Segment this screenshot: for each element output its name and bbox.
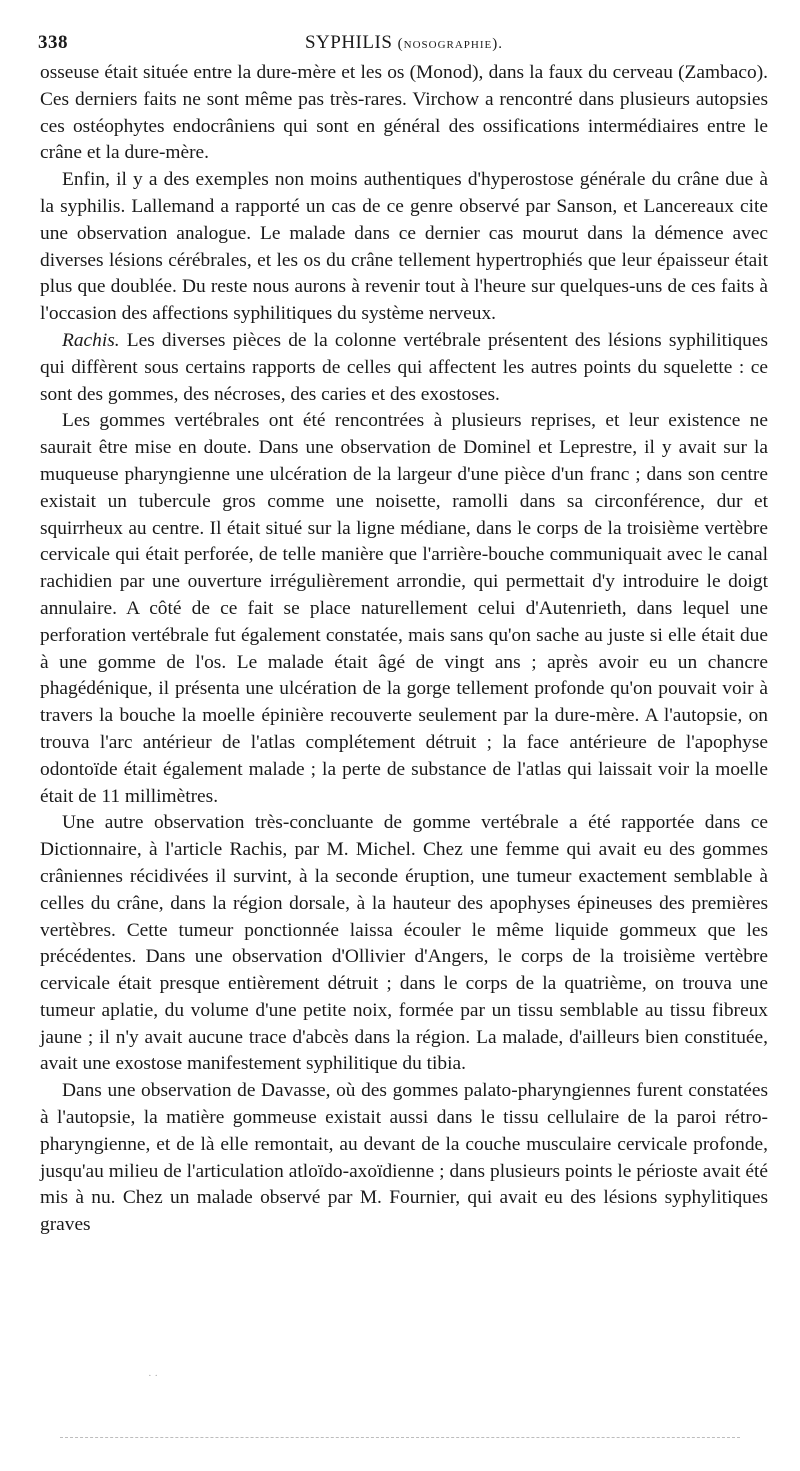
paragraph-text: Enfin, il y a des exemples non moins authentiques d'hyperostose générale du crâne due à la syphilis. Lallemand a rapporté un cas de ce genre observé par Sanson, et Lancereaux cite une observation analogue. Le malade dans ce dernier cas mourut dans la démence avec diverses lésions cérébrales, et les os du crâne tellement hypertrophiés que leur épaisseur était plus que doublée. Du reste nous aurons à revenir tout à l'heure sur quelques-uns de ces faits à l'occasion des affections syphilitiques du système nerveux.	[40, 169, 768, 325]
running-title-main: SYPHILIS	[304, 32, 393, 53]
page-number: 338	[38, 32, 68, 53]
page-header	[40, 26, 768, 60]
paragraph-observation-michel	[40, 810, 768, 1078]
paragraph-text: Une autre observation très-concluante de gomme vertébrale a été rapportée dans ce Dictionnaire, à l'article Rachis, par M. Michel. Chez une femme qui avait eu des gommes crâniennes récidivées il survint, à la seconde éruption, une tumeur exactement semblable à celles du crâne, dans la région dorsale, à la hauteur des apophyses épineuses des premières vertèbres. Cette tumeur ponctionnée laissa écouler le même liquide gommeux que les précédentes. Dans une observation d'Ollivier d'Angers, le corps de la troisième vertèbre cervicale était presque entièrement détruit ; dans le corps de la quatrième, on trouva une tumeur aplatie, du volume d'une petite noix, formée par un tissu semblable au tissu fibreux jaune ; il n'y avait aucune trace d'abcès dans la région. La malade, d'ailleurs bien constituée, avait une exostose manifestement syphilitique du tibia.	[40, 812, 768, 1075]
running-title-sub: (nosographie).	[397, 36, 503, 52]
paragraph-rachis	[40, 328, 768, 408]
running-title	[40, 32, 768, 54]
paragraph-observation-davasse	[40, 1078, 768, 1239]
paragraph-text: Dans une observation de Davasse, où des gommes palato-pharyngiennes furent constatées à l'autopsie, la matière gommeuse existait aussi dans le tissu cellulaire de la paroi rétro-pharyngienne, et de là elle remontait, au devant de la couche musculaire cervicale profonde, jusqu'au milieu de l'articulation atloïdo-axoïdienne ; dans plusieurs points le périoste avait été mis à nu. Chez un malade observé par M. Fournier, qui avait eu des lésions syphylitiques graves	[40, 1080, 768, 1236]
document-page	[40, 26, 768, 1239]
paragraph-continuation	[40, 60, 768, 167]
scan-artifact: · ·	[148, 1370, 159, 1382]
scan-bottom-rule	[60, 1437, 740, 1439]
paragraph-text: Les gommes vertébrales ont été rencontrées à plusieurs reprises, et leur existence ne saurait être mise en doute. Dans une observation de Dominel et Leprestre, il y avait sur la muqueuse pharyngienne une ulcération de la largeur d'une pièce d'un franc ; dans son centre existait un tubercule gros comme une noisette, ramolli dans sa circonférence, dur et squirrheux au centre. Il était situé sur la ligne médiane, dans le corps de la troisième vertèbre cervicale qui était perforée, de telle manière que l'arrière-bouche communiquait avec le canal rachidien par une ouverture irrégulièrement arrondie, qui permettait d'y introduire le doigt annulaire. A côté de ce fait se place naturellement celui d'Autenrieth, dans lequel une perforation vertébrale fut également constatée, mais sans qu'on sache au juste si elle était due à une gomme de l'os. Le malade était âgé de vingt ans ; après avoir eu un chancre phagédénique, il présenta une ulcération de la gorge tellement profonde qu'on pouvait voir à travers la bouche la moelle épinière recouverte seulement par la dure-mère. A l'autopsie, on trouva l'arc antérieur de l'atlas complétement détruit ; la face antérieure de l'apophyse odontoïde était également malade ; la perte de substance de l'atlas qui laissait voir la moelle était de 11 millimètres.	[40, 410, 768, 807]
body-text	[40, 60, 768, 1239]
paragraph-text: osseuse était située entre la dure-mère et les os (Monod), dans la faux du cerveau (Zambaco). Ces derniers faits ne sont même pas très-rares. Virchow a rencontré dans plusieurs autopsies ces ostéophytes endocrâniens qui sont en général des ossifications intermédiaires entre le crâne et la dure-mère.	[40, 62, 768, 164]
paragraph-text: Les diverses pièces de la colonne vertébrale présentent des lésions syphilitiques qui diffèrent sous certains rapports de celles qui affectent les autres points du squelette : ce sont des gommes, des nécroses, des caries et des exostoses.	[40, 329, 768, 405]
section-lead-rachis: Rachis.	[62, 329, 120, 351]
paragraph-gommes-vertebrales	[40, 408, 768, 810]
paragraph-hyperostose	[40, 167, 768, 328]
